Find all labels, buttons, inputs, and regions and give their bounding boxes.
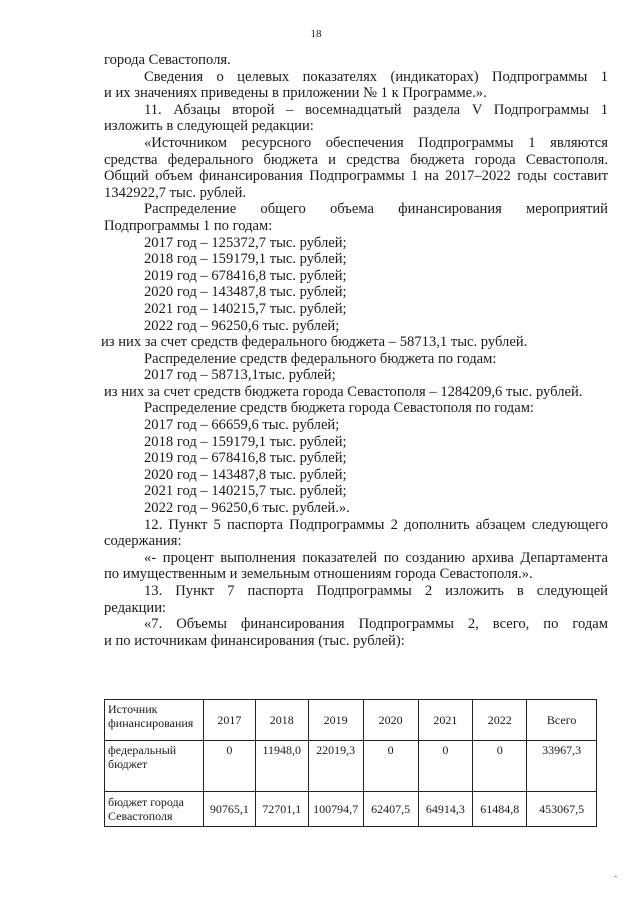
table-header-row <box>105 700 597 741</box>
text-line: из них за счет средств бюджета города Севастополя – 1284209,6 тыс. рублей. <box>104 383 583 400</box>
text-line: редакции: <box>104 599 167 616</box>
text-line: содержания: <box>104 533 182 550</box>
text-line: 2019 год – 678416,8 тыс. рублей; <box>144 450 347 467</box>
text-line: по имущественным и земельным отношениям города Севастополя.». <box>104 566 533 583</box>
table-row <box>105 792 597 827</box>
text-line: города Севастополя. <box>104 52 231 68</box>
page-number: 18 <box>310 28 322 40</box>
table-cell: 0 <box>473 741 527 792</box>
table-cell: 72701,1 <box>255 792 308 827</box>
text-line: «- процент выполнения показателей по созданию архива Департамента <box>144 549 608 566</box>
text-line: 2018 год – 159179,1 тыс. рублей; <box>144 433 347 450</box>
table-header-cell: 2020 <box>363 700 418 741</box>
table-cell: 0 <box>363 741 418 792</box>
text-line: 2017 год – 125372,7 тыс. рублей; <box>144 234 347 251</box>
text-line: 2018 год – 159179,1 тыс. рублей; <box>144 251 347 268</box>
table-header-cell: 2018 <box>255 700 308 741</box>
table-cell: 33967,3 <box>527 741 597 792</box>
text-line: изложить в следующей редакции: <box>104 118 314 135</box>
text-line: средства федерального бюджета и средства бюджета города Севастополя. <box>104 151 608 168</box>
table-cell: 64914,3 <box>418 792 473 827</box>
text-line: Подпрограммы 1 по годам: <box>104 217 273 234</box>
text-line: «Источником ресурсного обеспечения Подпрограммы 1 являются <box>144 134 608 151</box>
table-cell: 22019,3 <box>308 741 363 792</box>
text-line: 2022 год – 96250,6 тыс. рублей.». <box>144 500 350 517</box>
table-cell: 453067,5 <box>527 792 597 827</box>
text-line: из них за счет средств федерального бюджета – 58713,1 тыс. рублей. <box>101 334 528 351</box>
table-header-cell: Источник финансирования <box>105 700 204 741</box>
handwritten-mark: ˜ <box>614 875 618 886</box>
text-line: 2021 год – 140215,7 тыс. рублей; <box>144 483 347 500</box>
table-cell: 11948,0 <box>255 741 308 792</box>
text-line: Распределение средств федерального бюджета по годам: <box>144 350 497 367</box>
text-line: 11. Абзацы второй – восемнадцатый раздела V Подпрограммы 1 <box>144 101 608 118</box>
text-line: 2022 год – 96250,6 тыс. рублей; <box>144 317 340 334</box>
text-line: Общий объем финансирования Подпрограммы 1 на 2017–2022 годы составит <box>104 168 608 185</box>
text-line: 2017 год – 66659,6 тыс. рублей; <box>144 417 340 434</box>
table-cell: 62407,5 <box>363 792 418 827</box>
text-line: 2019 год – 678416,8 тыс. рублей; <box>144 267 347 284</box>
table-header-cell: 2021 <box>418 700 473 741</box>
text-line: 12. Пункт 5 паспорта Подпрограммы 2 дополнить абзацем следующего <box>144 516 608 533</box>
table-cell: 0 <box>203 741 255 792</box>
table-header-cell: Всего <box>527 700 597 741</box>
text-line: «7. Объемы финансирования Подпрограммы 2, всего, по годам <box>144 616 608 633</box>
table-cell: 90765,1 <box>203 792 255 827</box>
text-line: 2020 год – 143487,8 тыс. рублей; <box>144 284 347 301</box>
financing-table <box>104 699 597 827</box>
text-line: и по источникам финансирования (тыс. рублей): <box>104 632 405 649</box>
text-line: Распределение общего объема финансирования мероприятий <box>144 201 608 218</box>
text-line: 2020 год – 143487,8 тыс. рублей; <box>144 466 347 483</box>
text-line: 2017 год – 58713,1тыс. рублей; <box>144 367 336 384</box>
table-cell: бюджет города Севастополя <box>105 792 204 827</box>
table-header-cell: 2019 <box>308 700 363 741</box>
table-cell: 61484,8 <box>473 792 527 827</box>
text-line: Распределение средств бюджета города Севастополя по годам: <box>144 400 534 417</box>
text-line: 13. Пункт 7 паспорта Подпрограммы 2 изложить в следующей <box>144 583 608 599</box>
table-cell: 0 <box>418 741 473 792</box>
text-line: 1342922,7 тыс. рублей. <box>104 184 247 201</box>
table-row <box>105 741 597 792</box>
document-body <box>101 52 608 649</box>
table-header-cell: 2017 <box>203 700 255 741</box>
text-line: 2021 год – 140215,7 тыс. рублей; <box>144 300 347 317</box>
table-cell: федеральный бюджет <box>105 741 204 792</box>
text-line: и их значениях приведены в приложении № 1 к Программе.». <box>104 85 487 102</box>
table-header-cell: 2022 <box>473 700 527 741</box>
table-cell: 100794,7 <box>308 792 363 827</box>
text-line: Сведения о целевых показателях (индикаторах) Подпрограммы 1 <box>144 68 608 85</box>
